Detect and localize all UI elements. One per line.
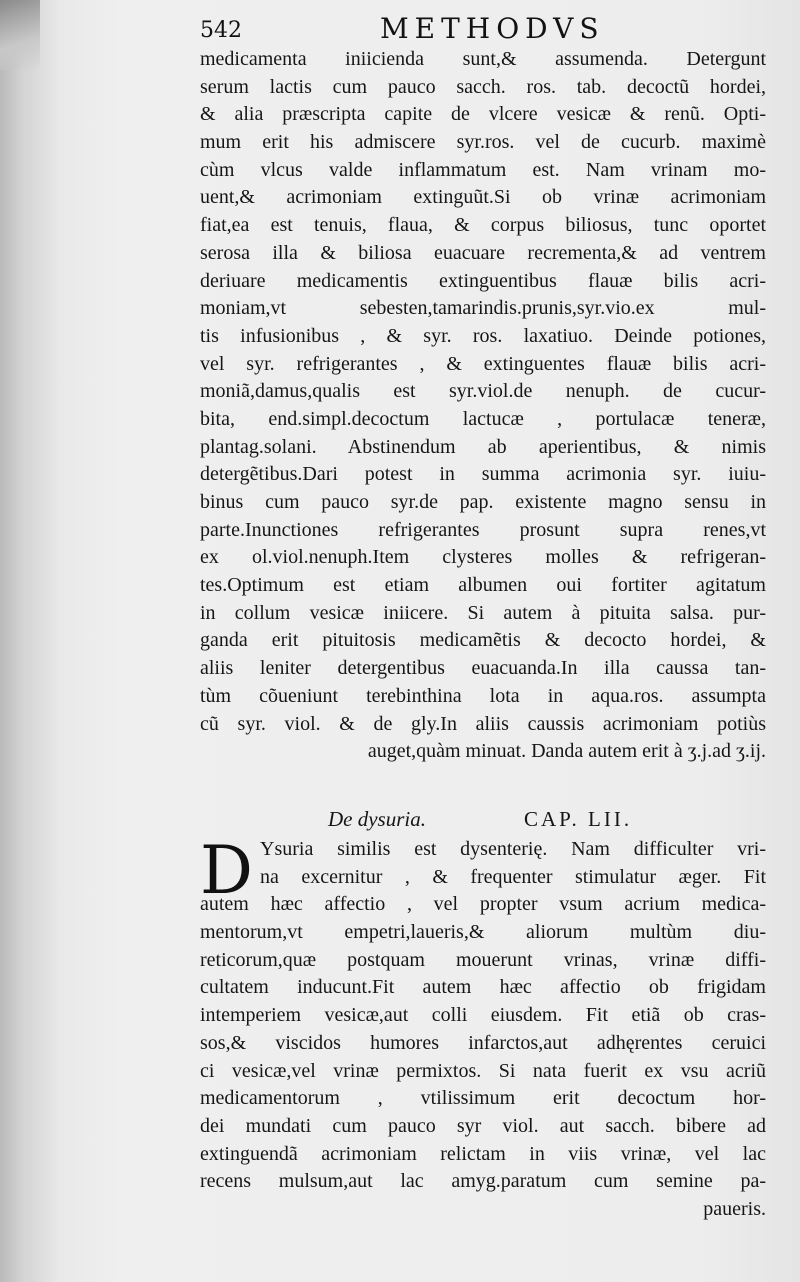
text-line: autem hæc affectio , vel propter vsum acrium medica-: [200, 893, 766, 916]
text-line: cultatem inducunt.Fit autem hæc affectio ob frigidam: [200, 976, 766, 999]
text-line: plantag.solani. Abstinendum ab aperientibus, & nimis: [200, 435, 766, 458]
chapter-text: [200, 832, 766, 1224]
text-line: cùm vlcus valde inflammatum est. Nam vrinam mo-: [200, 158, 766, 181]
text-line: aliis leniter detergentibus euacuanda.In illa caussa tan-: [200, 657, 766, 680]
page-header: [200, 12, 760, 48]
text-line: & alia præscripta capite de vlcere vesicæ & renũ. Opti-: [200, 103, 766, 126]
body-text: [200, 46, 766, 766]
chapter-title: De dysuria.: [328, 807, 426, 831]
text-line: mentorum,vt empetri,laueris,& aliorum multùm diu-: [200, 921, 766, 944]
text-line: moniam,vt sebesten,tamarindis.prunis,syr.vio.ex mul-: [200, 297, 766, 320]
text-line: medicamenta iniicienda sunt,& assumenda. Detergunt: [200, 48, 766, 70]
page-corner-fold: [0, 0, 40, 70]
text-line: serosa illa & biliosa euacuare recrementa,& ad ventrem: [200, 241, 766, 264]
text-line: tes.Optimum est etiam albumen oui fortiter agitatum: [200, 574, 766, 597]
text-line: recens mulsum,aut lac amyg.paratum cum semine pa-: [200, 1170, 766, 1193]
drop-cap-initial: D: [200, 832, 253, 909]
text-line: fiat,ea est tenuis, flaua, & corpus biliosus, tunc oportet: [200, 214, 766, 237]
chapter-number: CAP. LII.: [524, 807, 633, 831]
text-line: ganda erit pituitosis medicamẽtis & decocto hordei, &: [200, 629, 766, 652]
text-line: bita, end.simpl.decoctum lactucæ , portulacæ teneræ,: [200, 407, 766, 430]
text-line: tis infusionibus , & syr. ros. laxatiuo. Deinde potiones,: [200, 324, 766, 347]
running-title: METHODVS: [380, 12, 605, 45]
text-line: Ysuria similis est dysenterię. Nam difficulter vri-: [260, 838, 766, 860]
text-line: sos,& viscidos humores infarctos,aut adhęrentes ceruici: [200, 1031, 766, 1054]
text-line: vel syr. refrigerantes , & extinguentes flauæ bilis acri-: [200, 352, 766, 375]
text-line: in collum vesicæ iniicere. Si autem à pituita salsa. pur-: [200, 601, 766, 624]
text-line: detergẽtibus.Dari potest in summa acrimonia syr. iuiu-: [200, 463, 766, 486]
text-line: binus cum pauco syr.de pap. existente magno sensu in: [200, 491, 766, 513]
text-line: moniã,damus,qualis est syr.viol.de nenuph. de cucur-: [200, 380, 766, 403]
page-number: 542: [200, 18, 242, 43]
text-line: ex ol.viol.nenuph.Item clysteres molles & refrigeran-: [200, 546, 766, 569]
text-line: uent,& acrimoniam extinguũt.Si ob vrinæ acrimoniam: [200, 186, 766, 209]
text-line: na excernitur , & frequenter stimulatur æger. Fit: [260, 865, 766, 888]
text-line: ci vesicæ,vel vrinæ permixtos. Si nata fuerit ex vsu acriũ: [200, 1059, 766, 1082]
text-line: auget,quàm minuat. Danda autem erit à ʒ.j.ad ʒ.ij.: [367, 740, 766, 763]
text-line: dei mundati cum pauco syr viol. aut sacch. bibere ad: [200, 1114, 766, 1137]
text-line: cũ syr. viol. & de gly.In aliis caussis acrimoniam potiùs: [200, 712, 766, 735]
page-gutter-shadow: [0, 0, 60, 1282]
text-line: reticorum,quæ postquam mouerunt vrinas, vrinæ diffi-: [200, 948, 766, 971]
text-line: intemperiem vesicæ,aut colli eiusdem. Fit etiã ob cras-: [200, 1004, 766, 1027]
text-line: parte.Inunctiones refrigerantes prosunt supra renes,vt: [200, 518, 766, 541]
text-line: serum lactis cum pauco sacch. ros. tab. decoctũ hordei,: [200, 75, 766, 98]
text-line: extinguendã acrimoniam relictam in viis vrinæ, vel lac: [200, 1142, 766, 1165]
text-line: mum erit his admiscere syr.ros. vel de cucurb. maximè: [200, 131, 766, 154]
text-line: medicamentorum , vtilissimum erit decoctum hor-: [200, 1087, 766, 1110]
text-line: deriuare medicamentis extinguentibus flauæ bilis acri-: [200, 269, 766, 292]
chapter-heading: [218, 807, 758, 837]
text-line: paueris.: [703, 1197, 766, 1220]
text-line: tùm cõueniunt terebinthina lota in aqua.ros. assumpta: [200, 684, 766, 707]
